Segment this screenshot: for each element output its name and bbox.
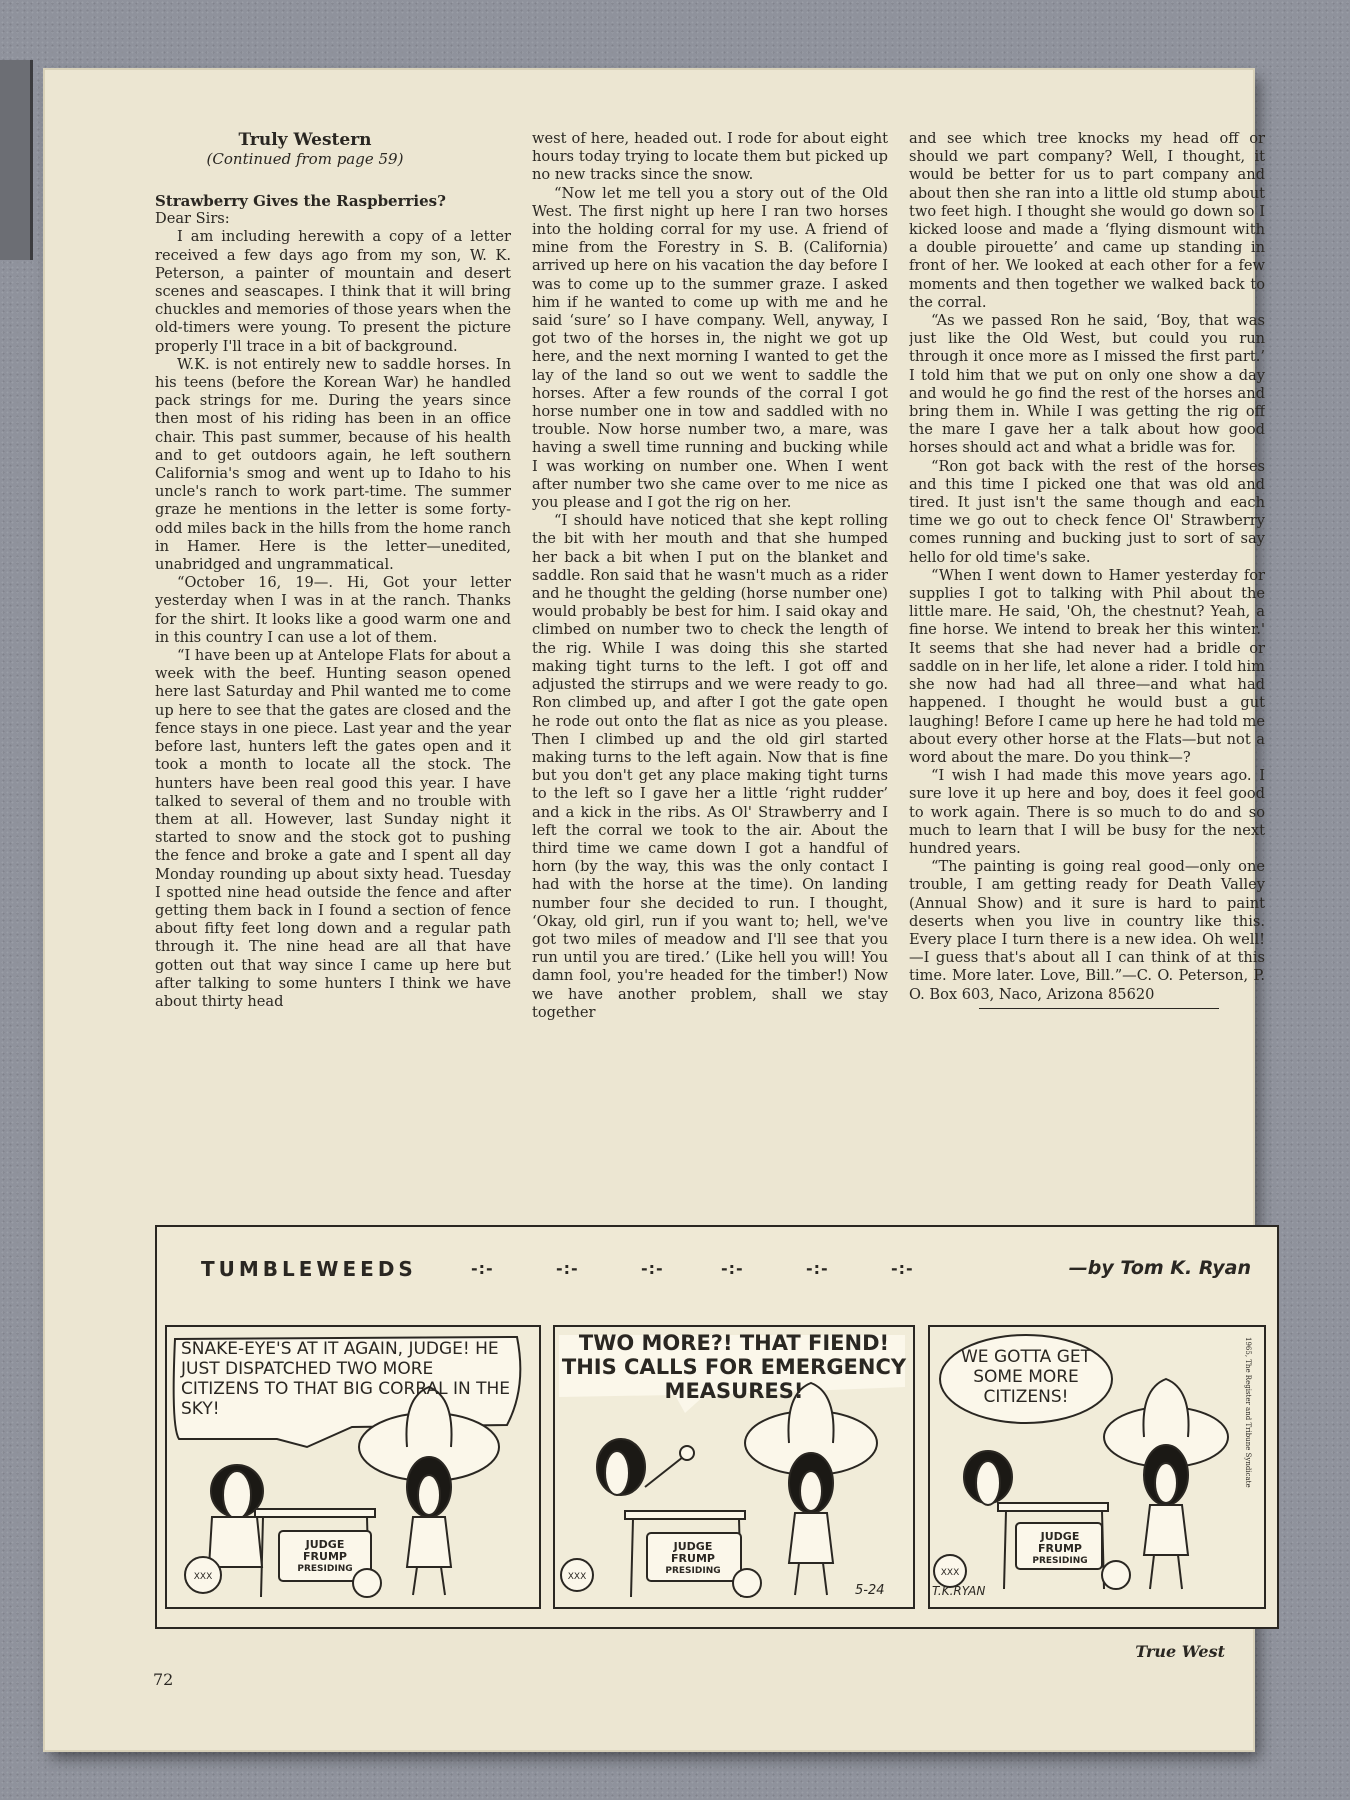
paragraph: W.K. is not entirely new to saddle horses. In his teens (before the Korean War) he handled pack strings for me. During the years since then most of his riding has been in an office chair. This past summer, because of his health and to get outdoors again, he left southern California's smog and went up to Idaho to his uncle's ranch to work part-time. The summer graze he mentions in the letter is some forty-odd miles back in the hills from the home ranch in Hamer. Here is the letter—unedited, unabridged and ungrammatical. [155,355,511,574]
comic-panel-1 [165,1325,541,1609]
signature-rule [979,1008,1219,1009]
article-title: Truly Western [238,130,372,150]
paragraph: “As we passed Ron he said, ‘Boy, that was just like the Old West, but could you run through it once more as I missed the first part.’ I told him that we put on only one show a day and would he go find the rest of the horses and bring them in. While I was getting the rig off the mare I gave her a talk about how good horses should act and what a bridle was for. [909,312,1265,457]
paragraph: “I should have noticed that she kept rolling the bit with her mouth and that she humped her back a bit when I put on the blanket and saddle. Ron said that he wasn't much as a rider and he thought the gelding (horse number one) would probably be best for him. I said okay and climbed on number two to check the length of the rig. While I was doing this she started making tight turns to the left. I got off and adjusted the stirrups and we were ready to go. Ron climbed up, and after I got the gate open he rode out onto the flat as nice as you please. Then I climbed up and the old girl started making turns to the left again. Now that is fine but you don't get any place making tight turns to the left so I gave her a little ‘right rudder’ and a kick in the ribs. As Ol' Strawberry and I left the corral we took to the air. About the third time we came down I got a handful of horn (by the way, this was the only contact I had with the horse at the time). On landing number four she decided to run. I thought, ‘Okay, old girl, run if you want to; hell, we've got two miles of meadow and I'll see that you run until you are tired.’ (Like hell you will! You damn fool, you're headed for the timber!) Now we have another problem, shall we stay together [532,512,888,1021]
decoration: -:- [806,1259,829,1278]
sign-line: JUDGE [305,1538,345,1551]
comic-panel-3 [928,1325,1266,1609]
comic-header [201,1257,1251,1287]
paragraph: “Ron got back with the rest of the horses and this time I picked one that was old and tired. It just isn't the same though and each time we go out to check fence Ol' Strawberry comes running and bucking just to sort of say hello for old time's sake. [909,457,1265,566]
letter-heading: Strawberry Gives the Raspberries? [155,192,446,210]
jug-label: XXX [193,1572,213,1582]
paragraph: west of here, headed out. I rode for about eight hours today trying to locate them but picked up no new tracks since the snow. [532,130,888,184]
column-3 [909,130,1265,1280]
judge-sign [1020,1531,1100,1567]
paragraph: I am including herewith a copy of a letter received a few days ago from my son, W. K. Peterson, a painter of mountain and desert scenes and seascapes. I think that it will bring chuckles and memories of those years when the old-timers were young. To present the picture properly I'll trace in a bit of background. [155,228,511,355]
page-number: 72 [153,1670,174,1689]
publication-name: True West [1135,1642,1225,1661]
jug-label: XXX [567,1572,587,1582]
sign-line: PRESIDING [665,1566,721,1576]
comic-title: TUMBLEWEEDS [201,1257,417,1281]
paragraph: “When I went down to Hamer yesterday for supplies I got to talking with Phil about the little mare. He said, 'Oh, the chestnut? Yeah, a fine horse. We intend to break her this winter.' It seems that she had never had a bridle or saddle on in her life, let alone a rider. I told him she now had had all three—and what had happened. I thought he would bust a gut laughing! Before I came up here he had told me about every other horse at the Flats—but not a word about the mare. Do you think—? [909,566,1265,766]
paragraph: “The painting is going real good—only one trouble, I am getting ready for Death Valley (Annual Show) and it sure is hard to paint deserts when you live in country like this. Every place I turn there is a new idea. Oh well!—I guess that's about all I can think of at this time. More later. Love, Bill.”—C. O. Peterson, P. O. Box 603, Naco, Arizona 85620 [909,858,1265,1003]
continued-note: (Continued from page 59) [206,150,404,168]
salutation: Dear Sirs: [155,210,230,228]
paragraph: “Now let me tell you a story out of the Old West. The first night up here I ran two horses into the holding corral for my use. A friend of mine from the Forestry in S. B. (California) arrived up here on his vacation the day before I was to come up to the summer graze. I asked him if he wanted to come up with me and he said ‘sure’ so I have company. Well, anyway, I got two of the horses in, the night we got up here, and the next morning I wanted to get the lay of the land so out we went to saddle the horses. After a few rounds of the corral I got horse number one in tow and saddled with no trouble. Now horse number two, a mare, was having a swell time running and bucking while I was working on number one. When I went after number two she came over to me nice as you please and I got the rig on her. [532,184,888,512]
comic-byline: —by Tom K. Ryan [1068,1257,1251,1279]
panel-2-speech: TWO MORE?! THAT FIEND! THIS CALLS FOR EMERGENCY MEASURES! [561,1331,907,1403]
column-1 [155,192,511,1280]
strip-date: 5-24 [855,1583,885,1598]
decoration: -:- [721,1259,744,1278]
paragraph: “I wish I had made this move years ago. I sure love it up here and boy, does it feel good to work again. There is so much to do and so much to learn that I will be busy for the next hundred years. [909,767,1265,857]
sign-line: FRUMP [1038,1542,1082,1555]
article-columns [155,130,1265,1280]
decoration: -:- [891,1259,914,1278]
judge-sign [653,1541,733,1577]
paragraph: “I have been up at Antelope Flats for about a week with the beef. Hunting season opened here last Saturday and Phil wanted me to come up here to see that the gates are closed and the fence stays in one piece. Last year and the year before last, hunters left the gates open and it took a month to locate all the stock. The hunters have been real good this year. I have talked to several of them and no trouble with them at all. However, last Sunday night it started to snow and the stock got to pushing the fence and broke a gate and I spent all day Monday rounding up about sixty head. Tuesday I spotted nine head outside the fence and after getting them back in I found a section of fence about fifty feet long down and a regular path through it. The nine head are all that have gotten out that way since I came up here but after talking to some hunters I think we have about thirty head [155,647,511,1010]
sign-line: JUDGE [673,1540,713,1553]
magazine-page [45,70,1265,1750]
sign-line: JUDGE [1040,1530,1080,1543]
comic-strip [155,1225,1279,1629]
comic-panel-2 [553,1325,915,1609]
column-2 [532,130,888,1280]
artist-signature: T.K.RYAN [932,1584,986,1598]
sign-line: PRESIDING [297,1564,353,1574]
sign-line: PRESIDING [1032,1556,1088,1566]
decoration: -:- [556,1259,579,1278]
paragraph: “October 16, 19—. Hi, Got your letter yesterday when I was in at the ranch. Thanks for the shirt. It looks like a good warm one and in this country I can use a lot of them. [155,574,511,646]
sign-line: FRUMP [671,1552,715,1565]
panel-3-speech: WE GOTTA GET SOME MORE CITIZENS! [961,1347,1091,1407]
adjacent-page-edge [0,60,33,260]
sign-line: FRUMP [303,1550,347,1563]
decoration: -:- [641,1259,664,1278]
copyright-note: 1965, The Register and Tribune Syndicate [1244,1337,1252,1488]
jug-label: XXX [940,1568,960,1578]
paragraph: and see which tree knocks my head off or should we part company? Well, I thought, it would be better for us to part company and about then she ran into a little old stump about two feet high. I thought she would go down so I kicked loose and made a ‘flying dismount with a double pirouette’ and came up standing in front of her. We looked at each other for a few moments and then together we walked back to the corral. [909,130,1265,311]
panel-1-speech: SNAKE-EYE'S AT IT AGAIN, JUDGE! HE JUST DISPATCHED TWO MORE CITIZENS TO THAT BIG CORRAL IN THE SKY! [181,1339,511,1419]
decoration: -:- [471,1259,494,1278]
judge-sign [285,1539,365,1575]
